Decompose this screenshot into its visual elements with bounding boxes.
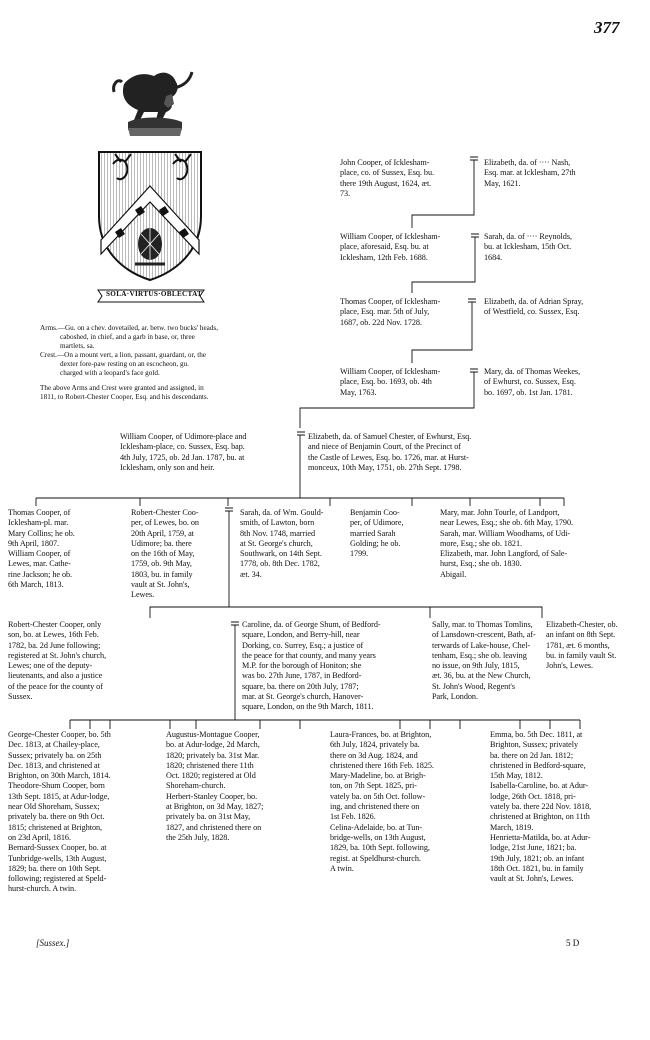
g7-caroline-wife: Caroline, da. of George Shum, of Bedford- square, London, and Berry-hill, near Dorking, co. Surrey, Esq.; a justice of the peace for that county, and many years M.P. for the borough of Honiton; she was bo. 27th June, 1787, in Bedford- square, ba. there on 20th July, 1787; mar. at St. George's church, Hanover- square, London, on the 9th March, 1811. bbox=[242, 620, 381, 712]
g7-robert-chester: Robert-Chester Cooper, only son, bo. at Lewes, 16th Feb. 1782, ba. 2d June following; registered at St. John's church, Lewes; one of the deputy- lieutenants, and also a justice of the peace for the county of Sussex. bbox=[8, 620, 107, 702]
arms-blazon: Arms.—Gu. on a chev. dovetailed, ar. betw. two bucks' heads, caboshed, in chief, and a garb in base, or, three martlets, sa. bbox=[40, 324, 219, 351]
g7-elizabeth-chester: Elizabeth-Chester, ob. an infant on 8th Sept. 1781, æt. 6 months, bu. in family vault St. John's, Lewes. bbox=[546, 620, 618, 671]
g2-wife: Sarah, da. of ···· Reynolds, bu. at Icklesham, 15th Oct. 1684. bbox=[484, 232, 572, 262]
g4-husband: William Cooper, of Icklesham- place, Esq. bo. 1693, ob. 4th May, 1763. bbox=[340, 367, 441, 397]
page-number: 377 bbox=[594, 18, 620, 37]
g6-thomas-william: Thomas Cooper, of Icklesham-pl. mar. Mary Collins; he ob. 9th April, 1807. William Cooper, of Lewes, mar. Cathe- rine Jackson; he ob. 6th March, 1813. bbox=[8, 508, 75, 590]
g1-wife: Elizabeth, da. of ···· Nash, Esq. mar. at Icklesham, 27th May, 1621. bbox=[484, 158, 576, 188]
g6-benjamin: Benjamin Coo- per, of Udimore, married Sarah Golding; he ob. 1799. bbox=[350, 508, 404, 559]
g4-wife: Mary, da. of Thomas Weekes, of Ewhurst, co. Sussex, Esq. bo. 1697, ob. 1st Jan. 1781. bbox=[484, 367, 581, 397]
g6-sarah-wife: Sarah, da. of Wm. Gould- smith, of Lawton, born 8th Nov. 1748, married at St. George's church, Southwark, on 14th Sept. 1778, ob. 8th Dec. 1782, æt. 34. bbox=[240, 508, 324, 579]
g5-husband: William Cooper, of Udimore-place and Icklesham-place, co. Sussex, Esq. bap. 4th July, 1725, ob. 2d Jan. 1787, bu. at Icklesham, only son and heir. bbox=[120, 432, 247, 472]
crest-blazon: Crest.—On a mount vert, a lion, passant, guardant, or, the dexter fore-paw resting on an escocheon, gu. charged with a leopard's face gold. bbox=[40, 351, 206, 378]
g8-daughters-col4: Emma, bo. 5th Dec. 1811, at Brighton, Sussex; privately ba. there on 2d Jan. 1812; christened in Bedford-square, 15th May, 1812. Isabella-Caroline, bo. at Adur- lodge, 26th Oct. 1818, pri- vately ba. there 22d Nov. 1818, christened at Brighton, on 11th March, 1819. Henrietta-Matilda, bo. at Adur- lodge, 21st June, 1821; ba. 19th July, 1821; ob. an infant 18th Oct. 1821, bu. in family vault at St. John's, Lewes. bbox=[490, 730, 592, 884]
g6-daughters: Mary, mar. John Tourle, of Landport, near Lewes, Esq.; she ob. 6th May, 1790. Sarah, mar. William Woodhams, of Udi- more, Esq.; she ob. 1821. Elizabeth, mar. John Langford, of Sale- hurst, Esq.; she ob. 1830. Abigail. bbox=[440, 508, 573, 579]
g7-sally: Sally, mar. to Thomas Tomlins, of Lansdown-crescent, Bath, af- terwards of Lake-house, Chel- tenham, Esq.; she ob. leaving no issue, on 9th July, 1815, æt. 36, bu. at the New Church, St. John's Wood, Regent's Park, London. bbox=[432, 620, 536, 702]
g3-husband: Thomas Cooper, of Icklesham- place, Esq. mar. 5th of July, 1687, ob. 22d Nov. 1728. bbox=[340, 297, 441, 327]
grant-note: The above Arms and Crest were granted and assigned, in 1811, to Robert-Chester Cooper, Esq. and his descendants. bbox=[40, 384, 209, 402]
g3-wife: Elizabeth, da. of Adrian Spray, of Westfield, co. Sussex, Esq. bbox=[484, 297, 584, 317]
g1-husband: John Cooper, of Icklesham- place, co. of Sussex, Esq. bu. there 19th August, 1624, æt. 73. bbox=[340, 158, 435, 198]
footer-county: [Sussex.] bbox=[36, 938, 70, 948]
g8-daughters-col3: Laura-Frances, bo. at Brighton, 6th July, 1824, privately ba. there on 3d Aug. 1824, and christened there 16th Feb. 1825. Mary-Madeline, bo. at Brigh- ton, on 7th Sept. 1825, pri- vately ba. on 5th Oct. follow- ing, and christened there on 1st Feb. 1826. Celina-Adelaide, bo. at Tun- bridge-wells, on 13th August, 1829, ba. 10th Sept. following, regist. at Speldhurst-church. A twin. bbox=[330, 730, 434, 873]
footer-signature: 5 D bbox=[566, 938, 580, 948]
g6-robert-chester: Robert-Chester Coo- per, of Lewes, bo. on 20th April, 1759, at Udimore; ba. there on the 16th of May, 1759, ob. 9th May, 1803, bu. in family vault at St. John's, Lewes. bbox=[131, 508, 199, 600]
g8-sons-col1: George-Chester Cooper, bo. 5th Dec. 1813, at Chailey-place, Sussex; privately ba. on 25th Dec. 1813, and christened at Brighton, on 30th March, 1814. Theodore-Shum Cooper, born 13th Sept. 1815, at Adur-lodge, near Old Shoreham, Sussex; privately ba. there on 9th Oct. 1815; christened at Brighton, on 23d April, 1816. Bernard-Sussex Cooper, bo. at Tunbridge-wells, 13th August, 1829; ba. there on 10th Sept. following; registered at Speld- hurst-church. A twin. bbox=[8, 730, 111, 894]
g2-husband: William Cooper, of Icklesham- place, aforesaid, Esq. bu. at Icklesham, 12th Feb. 1688. bbox=[340, 232, 441, 262]
g5-wife: Elizabeth, da. of Samuel Chester, of Ewhurst, Esq. and niece of Benjamin Court, of the Precinct of the Castle of Lewes, Esq. bo. 1726, mar. at Hurst- monceux, 10th May, 1751, ob. 27th Sept. 1798. bbox=[308, 432, 472, 472]
motto-text: SOLA·VIRTUS·OBLECTAT bbox=[106, 290, 203, 298]
g8-sons-col2: Augustus-Montague Cooper, bo. at Adur-lodge, 2d March, 1820; privately ba. 31st Mar. 1820; christened there 11th Oct. 1820; registered at Old Shoreham-church. Herbert-Stanley Cooper, bo. at Brighton, on 3d May, 1827; privately ba. on 31st May, 1827, and christened there on the 25th July, 1828. bbox=[166, 730, 264, 842]
